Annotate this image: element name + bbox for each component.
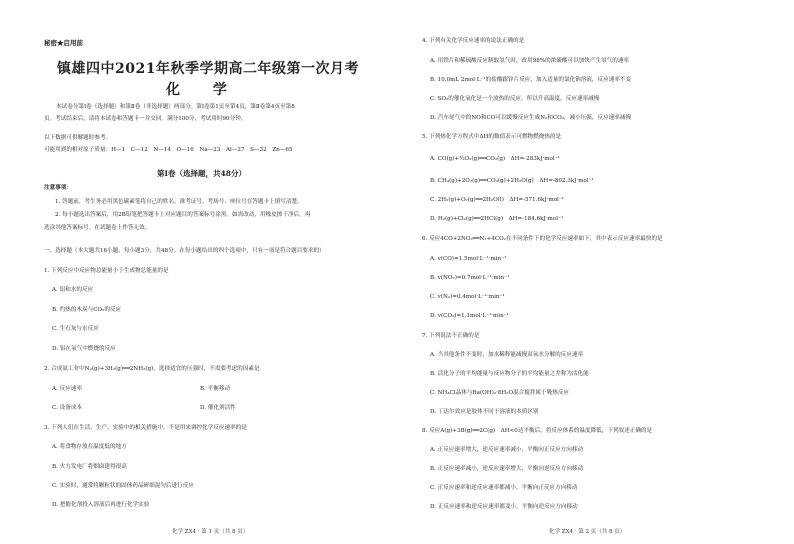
page-footer-1: 化学 ZX4 · 第 1 页（共 8 页） <box>172 529 249 535</box>
q4-stem: 4. 下列有关化学反应速率的说法正确的是 <box>422 38 525 44</box>
atomic-masses: 可能用到的相对原子质量：H—1 C—12 N—14 O—16 Na—23 Al—27 S—32 Zn—65 <box>44 147 293 153</box>
q5-stem: 5. 下列热化学方程式中ΔH的数值表示可燃物燃烧热的是 <box>422 134 562 140</box>
q6-stem: 6. 反应4CO+2NO₂══N₂+4CO₂在不同条件下的化学反应速率如下，其中表示反应速率最快的是 <box>422 236 663 242</box>
q5-option-a: A. CO(g)+½O₂(g)══CO₂(g) ΔH=-283kJ·mol⁻¹ <box>430 156 560 162</box>
q7-option-b: B. 活化分子的平均能量与反应物分子的平均能量之差称为活化能 <box>430 371 589 377</box>
q4-option-a: A. 用铁片和稀硫酸反应制取氢气时，改用98%的浓硫酸可以加快产生氢气的速率 <box>430 58 630 64</box>
q8-option-d: D. 正反应速率和逆反应速率都变小，平衡向逆反应方向移动 <box>430 504 578 510</box>
q5-option-d: D. H₂(g)+Cl₂(g)══2HCl(g) ΔH=-184.6kJ·mol⁻¹ <box>430 216 564 222</box>
q1-option-b: B. 灼热的木炭与CO₂的反应 <box>52 307 122 313</box>
q4-option-c: C. SO₂的催化氧化是一个放热的反应，所以升高温度，反应速率减慢 <box>430 96 600 102</box>
q3-option-c: C. 实验时，通常将颗粒状的固体药品研细混匀后进行反应 <box>52 483 194 489</box>
q6-option-d: D. v(CO₂)=1.1mol·L⁻¹·min⁻¹ <box>430 313 509 319</box>
q2-option-a: A. 反应速率 <box>52 386 82 392</box>
q3-option-a: A. 将食物存放在温度低的地方 <box>52 444 127 450</box>
exam-title: 镇雄四中2021年秋季学期高二年级第一次月考 <box>57 61 359 77</box>
q3-option-d: D. 把催化剂投入溶液后再进行化学实验 <box>52 502 150 508</box>
note-2b: 选涂其他答案标号。在试题卷上作答无效。 <box>44 225 151 231</box>
q1-option-a: A. 铝和水的反应 <box>52 287 94 293</box>
q8-stem: 8. 反应A(g)+3B(g)══2C(g) ΔH<0达平衡后，将反应体系的温度降低，下列叙述正确的是 <box>422 428 653 434</box>
intro-line-1: 本试卷分第Ⅰ卷（选择题）和第Ⅱ卷（非选择题）两部分。第Ⅰ卷第1页至第4页，第Ⅱ卷第4页至第8 <box>56 104 295 110</box>
part-title: 第Ⅰ卷（选择题，共48分） <box>157 169 246 178</box>
subject-title: 化 学 <box>166 82 241 98</box>
note-1: 1. 答题前，考生务必用黑色碳素笔将自己的姓名、准考证号、考场号、座位号在答题卡上填写清楚。 <box>55 199 303 205</box>
page-footer-2: 化学 ZX4 · 第 2 页（共 8 页） <box>549 529 626 535</box>
q5-option-b: B. CH₄(g)+2O₂(g)══CO₂(g)+2H₂O(g) ΔH=-802.3kJ·mol⁻¹ <box>430 178 594 184</box>
q4-option-b: B. 10.0mL 2mol·L⁻¹的盐酸跟锌片反应，加入适量的氯化钠溶液，反应速率不变 <box>430 77 632 83</box>
q2-stem: 2. 合成氨工业中N₂(g)+3H₂(g)══2NH₃(g)，选择适宜的压强时，不需要考虑的因素是 <box>44 366 260 372</box>
q3-option-b: B. 火力发电厂将烟囱建得很高 <box>52 464 127 470</box>
q7-option-d: D. 丁达尔效应是胶体不同于溶液的本质区别 <box>430 409 539 415</box>
q4-option-d: D. 汽车尾气中的NO和CO可以缓慢反应生成N₂和CO₂，减小压强，反应速率减慢 <box>430 115 632 121</box>
q2-option-c: C. 设备成本 <box>52 405 83 411</box>
q8-option-a: A. 正反应速率增大，逆反应速率减小，平衡向正反应方向移动 <box>430 447 584 453</box>
q1-option-c: C. 生石灰与水反应 <box>52 326 99 332</box>
right-page <box>397 0 794 544</box>
q6-option-b: B. v(NO₂)=0.7mol·L⁻¹·min⁻¹ <box>430 275 510 281</box>
q3-stem: 3. 下列人们在生活、生产、实验中的相关措施中，不是用来调控化学反应速率的是 <box>44 425 247 431</box>
notes-title: 注意事项： <box>44 185 72 191</box>
q8-option-c: C. 正反应速率和逆反应速率都减小，平衡向正反应方向移动 <box>430 485 578 491</box>
q7-stem: 7. 下列说法不正确的是 <box>422 333 480 339</box>
data-note: 以下数据可供解题时参考。 <box>44 135 112 141</box>
q6-option-a: A. v(CO)=1.5mol·L⁻¹·min⁻¹ <box>430 256 507 262</box>
intro-line-2: 页。考试结束后，请将本试卷和答题卡一并交回。满分100分，考试用时90分钟。 <box>44 116 247 122</box>
q7-option-c: C. NH₄Cl晶体与Ba(OH)₂·8H₂O混合搅拌属于吸热反应 <box>430 390 569 396</box>
section-header: 一、选择题（本大题共16小题，每小题3分，共48分。在每小题给出的四个选项中，只有一项是符合题目要求的） <box>44 248 325 254</box>
q2-option-d: D. 催化剂活性 <box>200 405 236 411</box>
confidential-label: 秘密★启用前 <box>44 39 83 47</box>
q8-option-b: B. 正反应速率减小，逆反应速率增大，平衡向逆反应方向移动 <box>430 466 584 472</box>
q7-option-a: A. 当其他条件不变时，加水稀释能减慢双氧水分解的反应速率 <box>430 352 584 358</box>
note-2a: 2. 每小题选出答案后，用2B铅笔把答题卡上对应题目的答案标号涂黑。如需改动，用橡皮擦干净后，再 <box>55 212 311 218</box>
q6-option-c: C. v(N₂)=0.4mol·L⁻¹·min⁻¹ <box>430 294 505 300</box>
q2-option-b: B. 平衡移动 <box>200 386 231 392</box>
q1-stem: 1. 下列反应中反应物总能量小于生成物总能量的是 <box>44 268 169 274</box>
q5-option-c: C. 2H₂(g)+O₂(g)══2H₂O(l) ΔH=-571.6kJ·mol⁻¹ <box>430 197 565 203</box>
q1-option-d: D. 铝在氧气中燃烧的反应 <box>52 346 116 352</box>
